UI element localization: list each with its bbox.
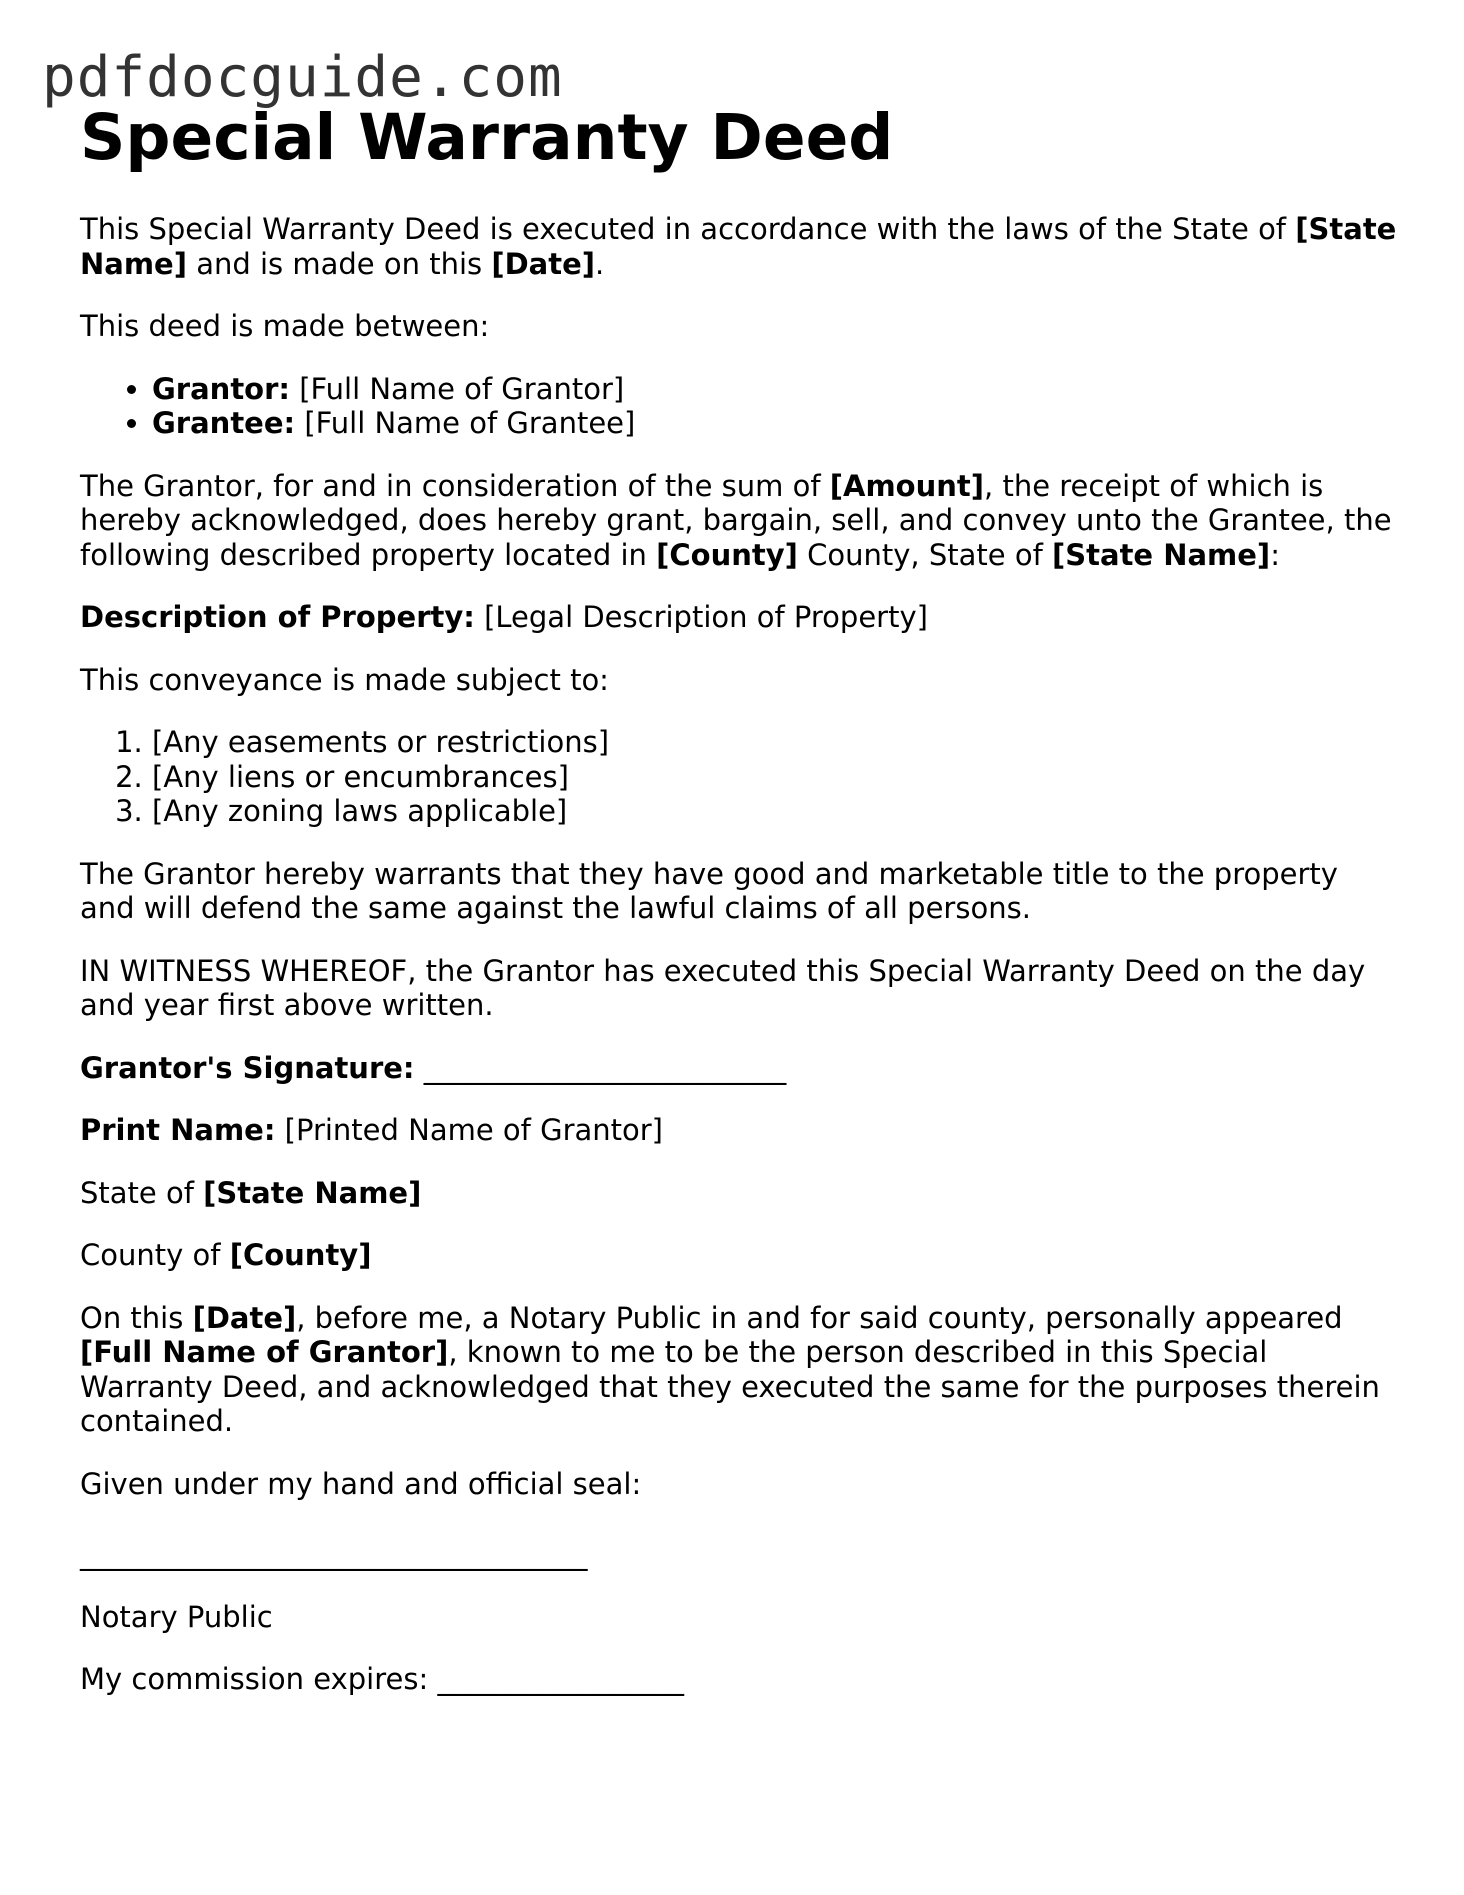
parties-list <box>80 372 1400 441</box>
grantor-signature-line: Grantor's Signature: _________________________ <box>80 1050 787 1085</box>
document <box>80 100 1400 1725</box>
page-title: Special Warranty Deed <box>80 101 894 174</box>
county-line: County of [County] <box>80 1238 372 1272</box>
notary-signature-line: ___________________________________ <box>80 1537 588 1571</box>
subject-to-text: This conveyance is made subject to: <box>80 662 609 697</box>
seal-text: Given under my hand and official seal: <box>80 1466 642 1501</box>
consideration-paragraph: The Grantor, for and in consideration of the sum of [Amount], the receipt of which is hereby acknowledged, does hereby grant, bargain, sell, and convey unto the Grantee, the following described property located in [County] County, State of [State Name]: <box>80 468 1392 572</box>
between-text: This deed is made between: <box>80 309 490 343</box>
conditions-list <box>80 725 1400 829</box>
warranty-paragraph: The Grantor hereby warrants that they have good and marketable title to the property and will defend the same against the lawful claims of all persons. <box>80 856 1338 925</box>
notary-acknowledgment: On this [Date], before me, a Notary Public in and for said county, personally appeared [Full Name of Grantor], known to me to be the person described in this Special Warranty Deed, and acknowledged that they executed the same for the purposes therein contained. <box>80 1300 1380 1438</box>
witness-paragraph: IN WITNESS WHEREOF, the Grantor has executed this Special Warranty Deed on the day and year first above written. <box>80 953 1366 1022</box>
county-placeholder: [County] <box>656 537 798 572</box>
state-line: State of [State Name] <box>80 1175 422 1210</box>
watermark: pdfdocguide.com <box>42 45 563 110</box>
commission-expires: My commission expires: _________________ <box>80 1662 684 1696</box>
party-grantee: • Grantee: [Full Name of Grantee] <box>152 406 1400 441</box>
condition-item: 1. [Any easements or restrictions] <box>152 725 1400 760</box>
intro-paragraph: This Special Warranty Deed is executed in accordance with the laws of the State of [State Name] and is made on this [Date]. <box>80 212 1397 281</box>
amount-placeholder: [Amount] <box>829 468 985 503</box>
notary-label: Notary Public <box>80 1599 273 1634</box>
date-placeholder: [Date] <box>491 246 596 281</box>
state-placeholder: [State Name] <box>80 212 1397 281</box>
print-name-line: Print Name: [Printed Name of Grantor] <box>80 1113 663 1147</box>
condition-item: 3. [Any zoning laws applicable] <box>152 794 1400 829</box>
condition-item: 2. [Any liens or encumbrances] <box>152 760 1400 795</box>
property-description: Description of Property: [Legal Description of Property] <box>80 600 928 634</box>
party-grantor: • Grantor: [Full Name of Grantor] <box>152 372 1400 407</box>
state-placeholder: [State Name] <box>1052 537 1271 572</box>
